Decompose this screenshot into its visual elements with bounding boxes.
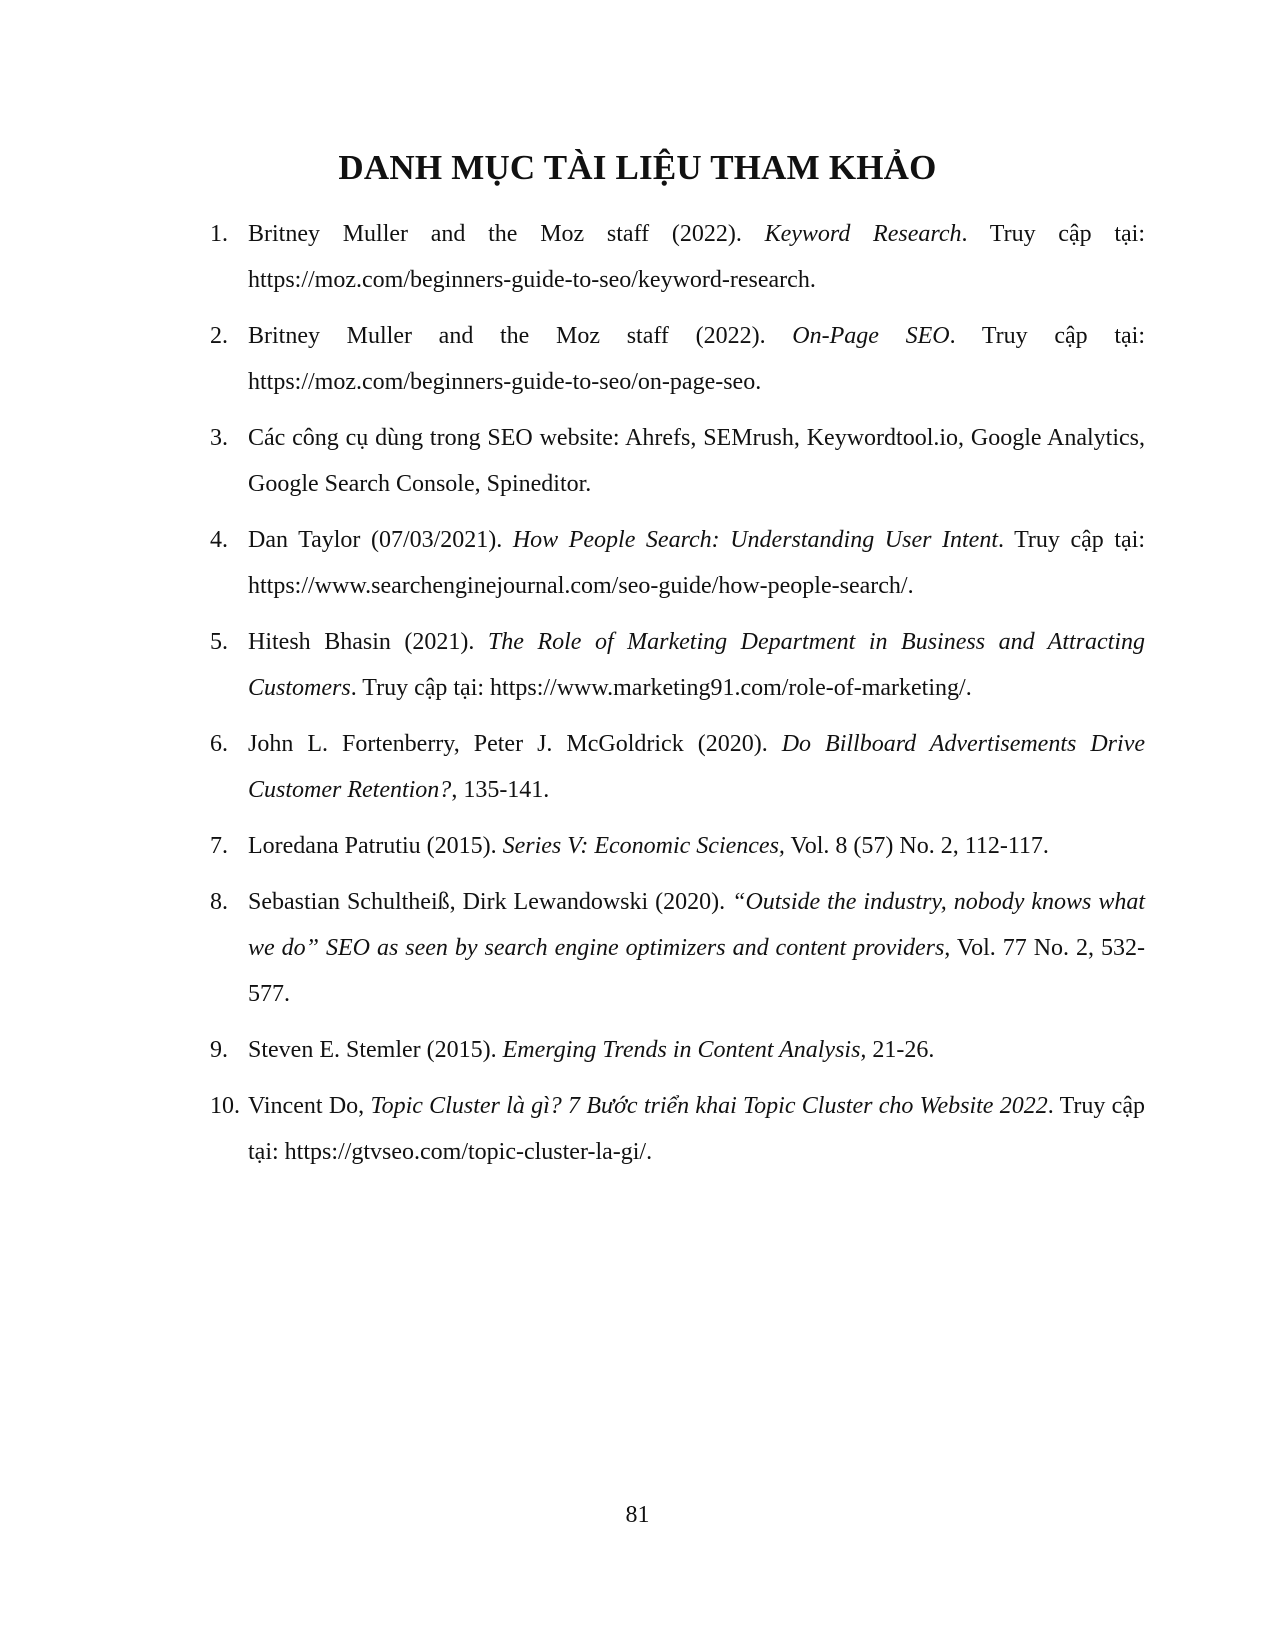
reference-source: Vol. 77 No. 2, 532-577. (248, 935, 1145, 1007)
reference-authors: Vincent Do, (248, 1093, 371, 1119)
reference-item-1 (210, 211, 1145, 303)
reference-authors: Loredana Patrutiu (2015). (248, 833, 503, 859)
reference-title: “Outside the industry, nobody knows what we do” SEO as seen by search engine optimizers and content providers, (248, 889, 1146, 961)
reference-authors: John L. Fortenberry, Peter J. McGoldrick (2020). (248, 731, 782, 757)
reference-source: . Truy cập tại: https://www.searchenginejournal.com/seo-guide/how-people-search/. (248, 527, 1145, 599)
reference-item-3 (210, 415, 1145, 507)
reference-number: 10. (210, 1093, 240, 1119)
reference-authors: Dan Taylor (07/03/2021). (248, 527, 513, 553)
reference-number: 8. (210, 889, 228, 915)
reference-source: 21-26. (866, 1037, 935, 1063)
reference-source: . Truy cập tại: https://moz.com/beginners-guide-to-seo/keyword-research. (248, 221, 1145, 293)
reference-item-4 (210, 517, 1145, 609)
reference-authors: Steven E. Stemler (2015). (248, 1037, 503, 1063)
reference-item-9 (210, 1027, 1145, 1073)
reference-number: 3. (210, 425, 228, 451)
reference-source: . Truy cập tại: https://moz.com/beginners-guide-to-seo/on-page-seo. (248, 323, 1146, 395)
reference-number: 6. (210, 731, 228, 757)
reference-authors: Các công cụ dùng trong SEO website: Ahrefs, SEMrush, Keywordtool.io, Google Analytics, Google Search Console, Spineditor. (248, 425, 1145, 497)
reference-item-8 (210, 879, 1145, 1017)
reference-authors: Britney Muller and the Moz staff (2022). (248, 323, 793, 349)
reference-authors: Britney Muller and the Moz staff (2022). (248, 221, 765, 247)
reference-source: . Truy cập tại: https://gtvseo.com/topic-cluster-la-gi/. (248, 1093, 1145, 1165)
reference-item-10 (210, 1083, 1145, 1175)
reference-item-7 (210, 823, 1145, 869)
page-title: DANH MỤC TÀI LIỆU THAM KHẢO (338, 148, 937, 187)
reference-source: . Truy cập tại: https://www.marketing91.com/role-of-marketing/. (350, 675, 972, 701)
reference-list (210, 211, 1145, 1185)
reference-source: Vol. 8 (57) No. 2, 112-117. (784, 833, 1049, 859)
reference-number: 4. (210, 527, 228, 553)
reference-title: Do Billboard Advertisements Drive Customer Retention? (248, 731, 1145, 803)
reference-item-6 (210, 721, 1145, 813)
reference-number: 2. (210, 323, 228, 349)
reference-title: Emerging Trends in Content Analysis, (502, 1037, 867, 1063)
reference-authors: Hitesh Bhasin (2021). (248, 629, 488, 655)
reference-title: Keyword Research (764, 221, 962, 247)
reference-number: 5. (210, 629, 228, 655)
reference-authors: Sebastian Schultheiß, Dirk Lewandowski (2020). (248, 889, 733, 915)
reference-title: On-Page SEO (792, 323, 950, 349)
page-number: 81 (625, 1502, 650, 1528)
reference-item-5 (210, 619, 1145, 711)
reference-number: 7. (210, 833, 228, 859)
reference-number: 1. (210, 221, 228, 247)
reference-title: How People Search: Understanding User Intent (512, 527, 998, 553)
reference-item-2 (210, 313, 1145, 405)
reference-title: The Role of Marketing Department in Business and Attracting Customers (248, 629, 1146, 701)
reference-title: Series V: Economic Sciences, (502, 833, 785, 859)
reference-title: Topic Cluster là gì? 7 Bước triển khai Topic Cluster cho Website 2022 (370, 1093, 1048, 1119)
reference-number: 9. (210, 1037, 228, 1063)
reference-source: , 135-141. (451, 777, 550, 803)
